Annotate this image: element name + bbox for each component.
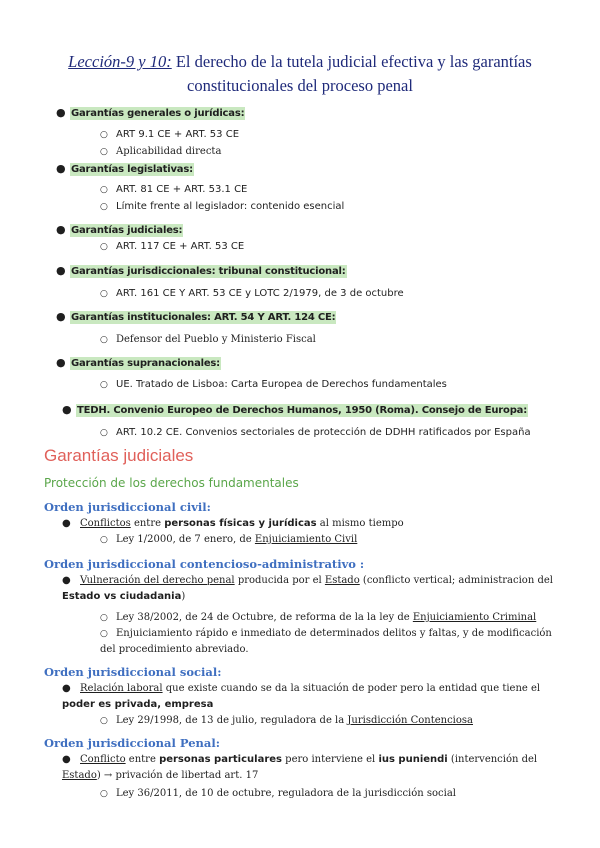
guarantee-item: ● Garantías generales o jurídicas: xyxy=(56,106,245,119)
contencioso-subitem: ○ Ley 38/2002, de 24 de Octubre, de reforma de la la ley de Enjuiciamiento Criminal xyxy=(100,612,537,623)
title-lesson: Lección-9 y 10: xyxy=(68,52,172,71)
social-heading: Orden jurisdiccional social: xyxy=(44,665,222,679)
page-title xyxy=(40,50,560,98)
guarantee-subitem: ○ Aplicabilidad directa xyxy=(100,146,222,157)
guarantee-subitem: ○ Límite frente al legislador: contenido esencial xyxy=(100,201,345,212)
guarantee-subitem: ○ ART. 10.2 CE. Convenios sectoriales de protección de DDHH ratificados por España xyxy=(100,427,531,438)
civil-item: ● Conflictos entre personas físicas y jurídicas al mismo tiempo xyxy=(62,518,404,529)
guarantee-item: ● TEDH. Convenio Europeo de Derechos Humanos, 1950 (Roma). Consejo de Europa: xyxy=(62,403,528,416)
title-text: El derecho de la tutela judicial efectiva y las garantías constitucionales del proceso penal xyxy=(171,52,532,95)
guarantee-subitem: ○ ART. 81 CE + ART. 53.1 CE xyxy=(100,184,248,195)
contencioso-heading: Orden jurisdiccional contencioso-administrativo : xyxy=(44,557,365,571)
section-subheading: Protección de los derechos fundamentales xyxy=(44,476,299,490)
guarantee-item: ● Garantías jurisdiccionales: tribunal constitucional: xyxy=(56,264,346,277)
guarantee-subitem: ○ ART. 161 CE Y ART. 53 CE y LOTC 2/1979, de 3 de octubre xyxy=(100,288,404,299)
guarantee-subitem: ○ Defensor del Pueblo y Ministerio Fiscal xyxy=(100,334,316,345)
guarantee-subitem: ○ ART 9.1 CE + ART. 53 CE xyxy=(100,129,240,140)
contencioso-item: ● Vulneración del derecho penal producida por el Estado (conflicto vertical; administracion del Estado vs ciudadania) xyxy=(62,575,553,602)
civil-subitem: ○ Ley 1/2000, de 7 enero, de Enjuiciamiento Civil xyxy=(100,534,358,545)
social-item: ● Relación laboral que existe cuando se da la situación de poder pero la entidad que tiene el poder es privada, empresa xyxy=(62,683,541,710)
guarantee-item: ● Garantías supranacionales: xyxy=(56,356,220,369)
guarantee-item: ● Garantías legislativas: xyxy=(56,162,193,175)
penal-subitem: ○ Ley 36/2011, de 10 de octubre, reguladora de la jurisdicción social xyxy=(100,788,457,799)
penal-item: ● Conflicto entre personas particulares pero interviene el ius puniendi (intervención del Estado) → privación de libertad art. 17 xyxy=(62,754,538,781)
guarantee-subitem: ○ UE. Tratado de Lisboa: Carta Europea de Derechos fundamentales xyxy=(100,379,447,390)
civil-heading: Orden jurisdiccional civil: xyxy=(44,500,211,514)
guarantee-item: ● Garantías institucionales: ART. 54 Y ART. 124 CE: xyxy=(56,310,336,323)
section-heading: Garantías judiciales xyxy=(44,446,194,465)
contencioso-subitem: ○ Enjuiciamiento rápido e inmediato de determinados delitos y faltas, y de modificación del procedimiento abreviado. xyxy=(100,628,552,655)
guarantee-subitem: ○ ART. 117 CE + ART. 53 CE xyxy=(100,241,245,252)
social-subitem: ○ Ley 29/1998, de 13 de julio, reguladora de la Jurisdicción Contenciosa xyxy=(100,715,473,726)
guarantee-item: ● Garantías judiciales: xyxy=(56,223,183,236)
penal-heading: Orden jurisdiccional Penal: xyxy=(44,736,220,750)
